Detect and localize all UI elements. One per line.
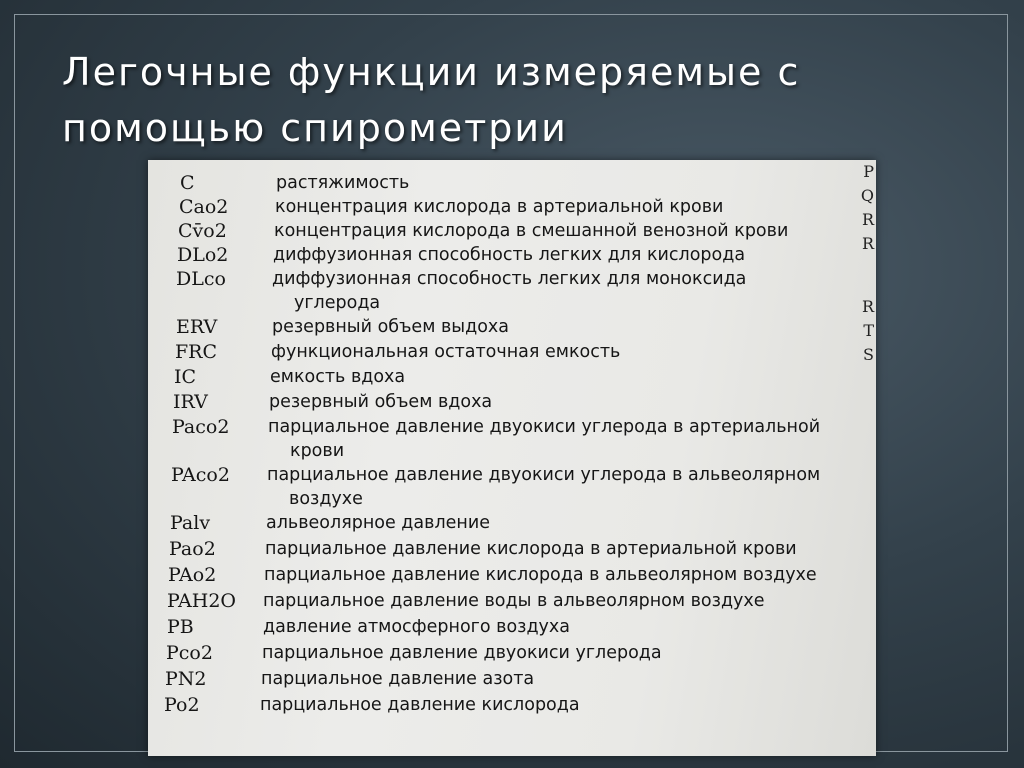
- term-definition: парциальное давление кислорода в альвеолярном воздухе: [264, 565, 817, 585]
- term-abbreviation: ERV: [176, 316, 218, 338]
- edge-letter: S: [863, 345, 874, 364]
- term-row: [148, 414, 868, 440]
- term-definition: емкость вдоха: [270, 367, 406, 387]
- term-abbreviation: PAo2: [168, 564, 217, 586]
- term-row: [148, 194, 868, 220]
- book-page-photo: [148, 160, 876, 756]
- term-definition: парциальное давление двуокиси углерода: [262, 643, 662, 663]
- term-row: [148, 242, 868, 268]
- term-abbreviation: Pco2: [166, 642, 213, 664]
- term-definition: парциальное давление воды в альвеолярном воздухе: [263, 591, 765, 611]
- term-definition: парциальное давление кислорода: [260, 695, 580, 715]
- title-line-2: помощью спирометрии: [62, 106, 568, 150]
- edge-letter: P: [863, 162, 874, 181]
- edge-letter: R: [861, 210, 874, 229]
- term-abbreviation: DLo2: [177, 244, 229, 266]
- term-abbreviation: Paco2: [172, 416, 230, 438]
- edge-letter: T: [863, 321, 874, 340]
- term-row: [148, 510, 868, 536]
- term-definition: резервный объем вдоха: [269, 392, 493, 412]
- term-definition: парциальное давление азота: [261, 669, 535, 689]
- term-row: [148, 640, 868, 666]
- title-line-1: Легочные функции измеряемые с: [62, 50, 801, 94]
- term-row: [148, 170, 868, 196]
- term-abbreviation: PAco2: [171, 464, 230, 486]
- term-definition: функциональная остаточная емкость: [271, 342, 621, 362]
- edge-letter: R: [861, 234, 874, 253]
- term-definition-continuation: крови: [290, 441, 345, 461]
- term-row: [148, 462, 868, 488]
- term-definition: парциальное давление двуокиси углерода в альвеолярном: [267, 465, 821, 485]
- term-definition: диффузионная способность легких для кислорода: [273, 245, 746, 265]
- term-row: [148, 536, 868, 562]
- term-definition: растяжимость: [276, 173, 410, 193]
- edge-letter: R: [861, 297, 874, 316]
- term-definition: давление атмосферного воздуха: [263, 617, 570, 637]
- term-abbreviation: Pao2: [169, 538, 216, 560]
- term-abbreviation: Po2: [164, 694, 200, 716]
- term-abbreviation: PB: [167, 616, 194, 638]
- term-definition: концентрация кислорода в смешанной венозной крови: [274, 221, 789, 241]
- term-row: [148, 314, 868, 340]
- term-definition-continuation: углерода: [294, 293, 381, 313]
- slide-title: [62, 44, 942, 156]
- term-definition: концентрация кислорода в артериальной крови: [275, 197, 724, 217]
- term-definition-continuation: воздухе: [289, 489, 363, 509]
- edge-letter: Q: [860, 186, 874, 205]
- term-abbreviation: PN2: [165, 668, 207, 690]
- term-row: [148, 614, 868, 640]
- term-definition: резервный объем выдоха: [272, 317, 509, 337]
- term-abbreviation: Cao2: [179, 196, 229, 218]
- term-abbreviation: PAH2O: [167, 590, 236, 612]
- term-row: [148, 588, 868, 614]
- term-row: [148, 666, 868, 692]
- term-row: [148, 218, 868, 244]
- term-row: [148, 389, 868, 415]
- term-abbreviation: FRC: [175, 341, 218, 363]
- term-row: [148, 364, 868, 390]
- term-definition: диффузионная способность легких для моноксида: [272, 269, 747, 289]
- term-definition: альвеолярное давление: [266, 513, 490, 533]
- term-abbreviation: Palv: [170, 512, 211, 534]
- term-definition: парциальное давление двуокиси углерода в артериальной: [268, 417, 821, 437]
- term-row: [148, 562, 868, 588]
- term-abbreviation: IC: [174, 366, 197, 388]
- term-definition: парциальное давление кислорода в артериальной крови: [265, 539, 797, 559]
- term-abbreviation: Cv̄o2: [178, 220, 227, 242]
- term-abbreviation: IRV: [173, 391, 208, 413]
- term-abbreviation: DLco: [176, 268, 226, 290]
- abbreviation-list: [148, 160, 868, 756]
- term-row: [148, 339, 868, 365]
- term-row: [148, 692, 868, 718]
- term-row: [148, 266, 868, 292]
- term-abbreviation: C: [180, 172, 195, 194]
